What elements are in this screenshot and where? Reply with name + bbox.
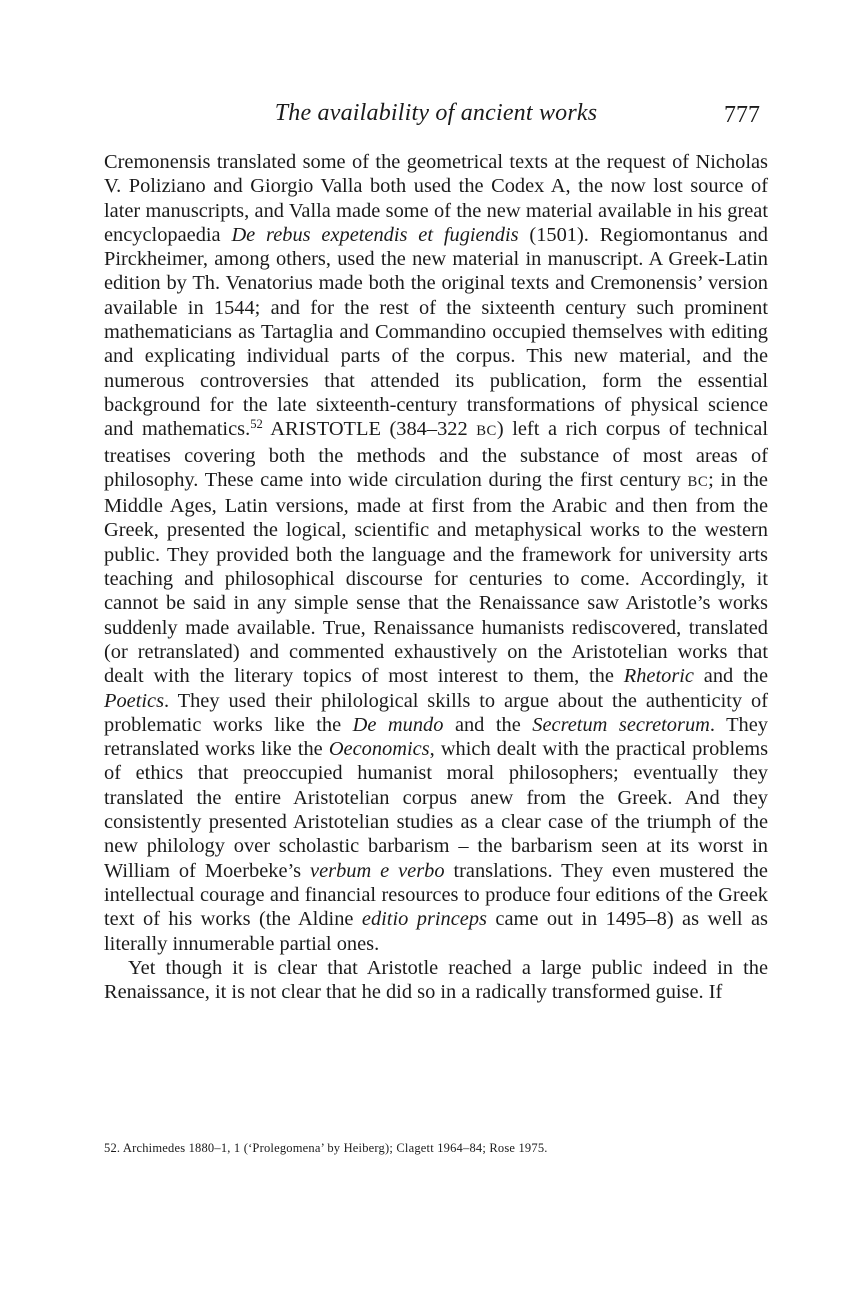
text-run: . They retranslated works like the bbox=[104, 713, 768, 761]
phrase-verbum-e-verbo: verbum e verbo bbox=[310, 859, 445, 882]
body-text bbox=[104, 150, 768, 1004]
era-abbreviation: BC bbox=[476, 423, 497, 440]
title-rhetoric: Rhetoric bbox=[623, 665, 694, 688]
page-number: 777 bbox=[724, 102, 760, 128]
paragraph-2: Yet though it is clear that Aristotle reached a large public indeed in the Renaissance, it is not clear that he did so in a radically transformed guise. If bbox=[104, 956, 768, 1004]
title-poetics: Poetics bbox=[104, 689, 165, 712]
text-run: . They used their philological skills to argue about the authenticity of problematic works like the bbox=[104, 689, 768, 736]
paragraph-1 bbox=[104, 150, 768, 956]
text-run: , which dealt with the practical problems of ethics that preoccupied humanist moral philosophers; eventually they translated the entire Aristotelian corpus anew from the Greek. And they consistently presented Aristotelian studies as a clear case of the triumph of the new philology over scholastic barbarism – the barbarism seen at its worst in William of Moerbeke’s bbox=[104, 738, 768, 882]
running-head bbox=[104, 98, 768, 132]
text-run: ; in the Middle Ages, Latin versions, made at first from the Arabic and then from the Greek, presented the logical, scientific and metaphysical works to the western public. They provided both the language and the framework for university arts teaching and philosophical discourse for centuries to come. Accordingly, it cannot be said in any simple sense that the Renaissance saw Aristotle’s works suddenly made available. True, Renaissance humanists rediscovered, translated (or retranslated) and commented exhaustively on the Aristotelian works that dealt with the literary topics of most interest to them, the bbox=[104, 468, 768, 688]
text-run: translations. They even mustered the intellectual courage and financial resources to produce four editions of the Greek text of his works (the Aldine bbox=[104, 859, 768, 931]
text-run: ARISTOTLE (384–322 bbox=[262, 418, 477, 441]
footnote-reference: 52 bbox=[250, 417, 263, 432]
running-title: The availability of ancient works bbox=[274, 100, 598, 126]
title-de-rebus-expetendis: De rebus expetendis et fugiendis bbox=[231, 223, 519, 246]
text-run: Cremonensis translated some of the geometrical texts at the request of Nicholas V. Poliziano and Giorgio Valla both used the Codex A, the now lost source of later manuscripts, and Valla made some of the new material available in his great encyclopaedia bbox=[104, 151, 768, 246]
title-de-mundo: De mundo bbox=[352, 713, 444, 736]
text-run: ) left a rich corpus of technical treatises covering both the methods and the substance of most areas of philosophy. These came into wide circulation during the first century bbox=[104, 418, 769, 491]
title-secretum-secretorum: Secretum secretorum bbox=[532, 713, 710, 736]
text-run: and the bbox=[693, 665, 768, 688]
title-oeconomics: Oeconomics bbox=[328, 738, 430, 761]
text-run: and the bbox=[443, 713, 533, 736]
text-run: came out in 1495–8) as well as literally innumerable partial ones. bbox=[104, 908, 768, 955]
era-abbreviation: BC bbox=[687, 473, 709, 490]
footnote-52: 52. Archimedes 1880–1, 1 (‘Prolegomena’ by Heiberg); Clagett 1964–84; Rose 1975. bbox=[104, 1141, 548, 1155]
phrase-editio-princeps: editio princeps bbox=[361, 908, 487, 931]
text-run: (1501). Regiomontanus and Pirckheimer, among others, used the new material in manuscript. A Greek-Latin edition by Th. Venatorius made both the original texts and Cremonensis’ version available in 1544; and for the rest of the sixteenth century such prominent mathematicians as Tartaglia and Commandino occupied themselves with editing and explicating individual parts of the corpus. This new material, and the numerous controversies that attended its publication, form the essential background for the late sixteenth-century transformations of physical science and mathematics. bbox=[104, 223, 768, 441]
